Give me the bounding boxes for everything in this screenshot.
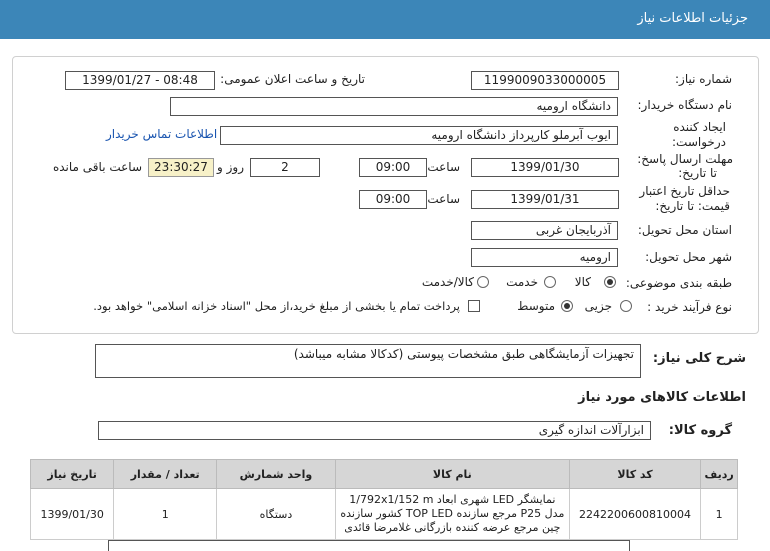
price-validity-label-line1: حداقل تاریخ اعتبار bbox=[639, 184, 730, 198]
col-need-date: تاریخ نیاز bbox=[31, 460, 114, 489]
need-number-field: 1199009033000005 bbox=[471, 71, 619, 90]
remaining-time-label: ساعت باقی مانده bbox=[52, 160, 142, 174]
cell-row: 1 bbox=[701, 489, 738, 540]
reply-days-field: 2 bbox=[250, 158, 320, 177]
treasury-docs-note: پرداخت تمام یا بخشی از مبلغ خرید،از محل "اسناد خزانه اسلامی" خواهد بود. bbox=[93, 299, 460, 313]
summary-label: شرح کلی نیاز: bbox=[652, 351, 746, 366]
col-row: ردیف bbox=[701, 460, 738, 489]
table-row bbox=[31, 489, 738, 540]
cell-name: نمایشگر LED شهری ابعاد 1/792x1/152 m مدل P25 مرجع سازنده TOP LED کشور سازنده چین مرجع عرضه کننده بازرگانی غلامرضا قائدی bbox=[335, 489, 569, 540]
page-header bbox=[0, 0, 770, 39]
city-field: ارومیه bbox=[471, 248, 618, 267]
city-label: شهر محل تحویل: bbox=[645, 250, 732, 264]
need-number-label: شماره نیاز: bbox=[675, 72, 732, 86]
category-goods-service-label: کالا/خدمت bbox=[421, 275, 474, 289]
purchase-medium-label: متوسط bbox=[517, 299, 555, 313]
buyer-org-field: دانشگاه ارومیه bbox=[170, 97, 618, 116]
price-validity-label-line2: قیمت: تا تاریخ: bbox=[655, 199, 730, 213]
creator-field: ایوب آبرملو کارپرداز دانشگاه ارومیه bbox=[220, 126, 618, 145]
reply-time-label: ساعت bbox=[427, 160, 460, 174]
summary-field bbox=[95, 344, 641, 378]
price-validity-date: 1399/01/31 bbox=[471, 190, 619, 209]
province-label: استان محل تحویل: bbox=[637, 223, 732, 237]
creator-label-line1: ایجاد کننده bbox=[673, 120, 726, 134]
reply-deadline-date: 1399/01/30 bbox=[471, 158, 619, 177]
table-header-row bbox=[31, 460, 738, 489]
province-field: آذربایجان غربی bbox=[471, 221, 618, 240]
category-goods-radio[interactable] bbox=[604, 276, 616, 288]
reply-deadline-time: 09:00 bbox=[359, 158, 427, 177]
reply-days-label: روز و bbox=[217, 160, 244, 174]
category-service-label: خدمت bbox=[506, 275, 538, 289]
goods-group-label: گروه کالا: bbox=[668, 423, 732, 438]
purchase-minor-label: جزیی bbox=[584, 299, 612, 313]
cell-code: 2242200600810004 bbox=[569, 489, 700, 540]
purchase-type-label: نوع فرآیند خرید : bbox=[647, 300, 732, 314]
buyer-contact-link[interactable]: اطلاعات تماس خریدار bbox=[106, 127, 218, 141]
category-goods-label: کالا bbox=[574, 275, 591, 289]
category-label: طبقه بندی موضوعی: bbox=[625, 276, 732, 290]
reply-deadline-label-line1: مهلت ارسال پاسخ: bbox=[637, 152, 733, 166]
treasury-docs-checkbox[interactable] bbox=[468, 300, 480, 312]
page-title: جزئیات اطلاعات نیاز bbox=[637, 11, 748, 26]
goods-group-field: ابزارآلات اندازه گیری bbox=[98, 421, 651, 440]
summary-text: تجهیزات آزمایشگاهی طبق مشخصات پیوستی (کدکالا مشابه میباشد) bbox=[293, 347, 634, 361]
items-table bbox=[30, 459, 738, 540]
cell-date: 1399/01/30 bbox=[31, 489, 114, 540]
buyer-org-label: نام دستگاه خریدار: bbox=[637, 98, 732, 112]
col-name: نام کالا bbox=[335, 460, 569, 489]
announce-datetime-field: 1399/01/27 - 08:48 bbox=[65, 71, 215, 90]
category-service-radio[interactable] bbox=[544, 276, 556, 288]
cell-qty: 1 bbox=[114, 489, 217, 540]
remaining-time-field: 23:30:27 bbox=[148, 158, 214, 177]
col-qty: تعداد / مقدار bbox=[114, 460, 217, 489]
bottom-field bbox=[108, 540, 630, 551]
purchase-minor-radio[interactable] bbox=[620, 300, 632, 312]
reply-deadline-label-line2: تا تاریخ: bbox=[678, 166, 717, 180]
announce-datetime-label: تاریخ و ساعت اعلان عمومی: bbox=[220, 72, 365, 86]
price-validity-time-label: ساعت bbox=[427, 192, 460, 206]
creator-label-line2: درخواست: bbox=[672, 135, 726, 149]
col-code: کد کالا bbox=[569, 460, 700, 489]
purchase-medium-radio[interactable] bbox=[561, 300, 573, 312]
category-goods-service-radio[interactable] bbox=[477, 276, 489, 288]
cell-unit: دستگاه bbox=[217, 489, 336, 540]
col-unit: واحد شمارش bbox=[217, 460, 336, 489]
price-validity-time: 09:00 bbox=[359, 190, 427, 209]
goods-info-title: اطلاعات کالاهای مورد نیاز bbox=[578, 390, 746, 405]
